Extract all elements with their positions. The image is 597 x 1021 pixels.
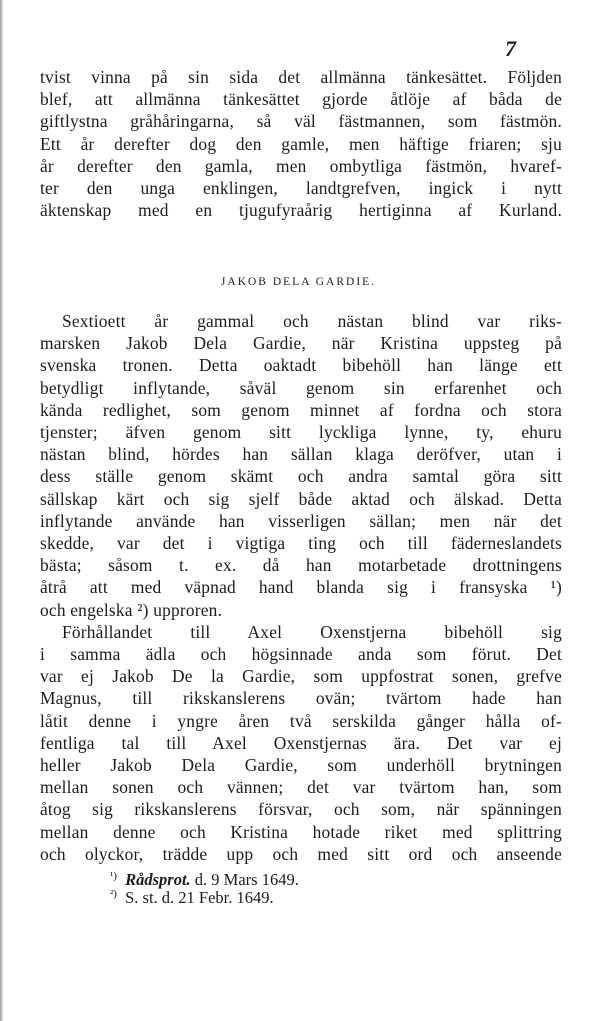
text-line: giftlystna gråhåringarna, så väl fästmannen, som fästmön.: [40, 111, 562, 132]
paragraph-continuation: [40, 66, 562, 221]
text-line: inflytande använde han visserligen sällan; men när det: [40, 510, 562, 531]
text-line: tvist vinna på sin sida det allmänna tänkesättet. Följden: [40, 67, 562, 87]
footnote-marker: ²): [110, 887, 117, 900]
text-line: och engelska ²) upproren.: [40, 599, 223, 620]
text-line: mellan denne och Kristina hotade riket med splittring: [40, 821, 562, 842]
text-line: heller Jakob Dela Gardie, som underhöll brytningen: [40, 755, 562, 776]
text-line: tjenster; äfven genom sitt lyckliga lynne, ty, ehuru: [40, 422, 562, 443]
text-line: nästan blind, hördes han sällan klaga deröfver, utan i: [40, 444, 562, 465]
text-line: åtrå att med väpnad hand blanda sig i fransyska ¹): [40, 577, 562, 598]
text-line: och olyckor, trädde upp och med sitt ord och anseende: [40, 843, 562, 864]
text-line: skedde, var det i vigtiga ting och till fäderneslandets: [40, 533, 562, 554]
footnotes: [110, 871, 490, 907]
text-line: mellan sonen och vännen; det var tvärtom han, som: [40, 777, 562, 798]
text-line: sällskap kärt och sig sjelf både aktad och älskad. Detta: [40, 488, 562, 509]
footnote-1: [110, 871, 490, 889]
footnote-2: [110, 889, 490, 907]
text-line: blef, att allmänna tänkesättet gjorde åtlöje af båda de: [40, 89, 562, 110]
text-line: Ett år derefter dog den gamle, men häftige friaren; sju: [40, 133, 562, 154]
text-line: svenska tronen. Detta oaktadt bibehöll han länge ett: [40, 355, 562, 376]
text-line: var ej Jakob De la Gardie, som uppfostrat sonen, grefve: [40, 666, 562, 687]
page-binding-edge: [0, 0, 4, 1021]
text-line: ter den unga enklingen, landtgrefven, ingick i nytt: [40, 178, 562, 199]
text-line: Magnus, till rikskanslerens ovän; tvärtom hade han: [40, 688, 562, 709]
text-line: bästa; såsom t. ex. då han motarbetade drottningens: [40, 555, 562, 576]
text-line: åtog sig rikskanslerens försvar, och som, när spänningen: [40, 799, 562, 820]
section-body: [40, 310, 562, 865]
section-heading: JAKOB DELA GARDIE.: [220, 276, 377, 288]
footnote-text: S. st. d. 21 Febr. 1649.: [125, 888, 274, 907]
text-line: Sextioett år gammal och nästan blind var riks-: [62, 311, 562, 331]
footnote-source-title: Rådsprot.: [125, 870, 191, 889]
text-line: äktenskap med en tjugufyraårig hertiginna af Kurland.: [40, 200, 562, 221]
text-line: dess ställe genom skämt och andra samtal göra sitt: [40, 466, 562, 487]
text-line: i samma ädla och högsinnade anda som förut. Det: [40, 644, 562, 665]
text-line: Förhållandet till Axel Oxenstjerna bibehöll sig: [62, 621, 562, 642]
text-line: kända redlighet, som genom minnet af fordna och stora: [40, 399, 562, 420]
page-number: 7: [505, 36, 516, 61]
text-line: marsken Jakob Dela Gardie, när Kristina uppsteg på: [40, 333, 562, 354]
text-line: år derefter den gamla, men ombytliga fästmön, hvaref-: [40, 155, 562, 176]
text-line: fentliga tal till Axel Oxenstjernas ära. Det var ej: [40, 732, 562, 753]
footnote-text: d. 9 Mars 1649.: [194, 870, 299, 889]
text-line: låtit denne i yngre åren två serskilda gånger hålla of-: [40, 710, 562, 731]
text-line: betydligt inflytande, såväl genom sin erfarenhet och: [40, 377, 562, 398]
footnote-marker: ¹): [110, 869, 117, 882]
